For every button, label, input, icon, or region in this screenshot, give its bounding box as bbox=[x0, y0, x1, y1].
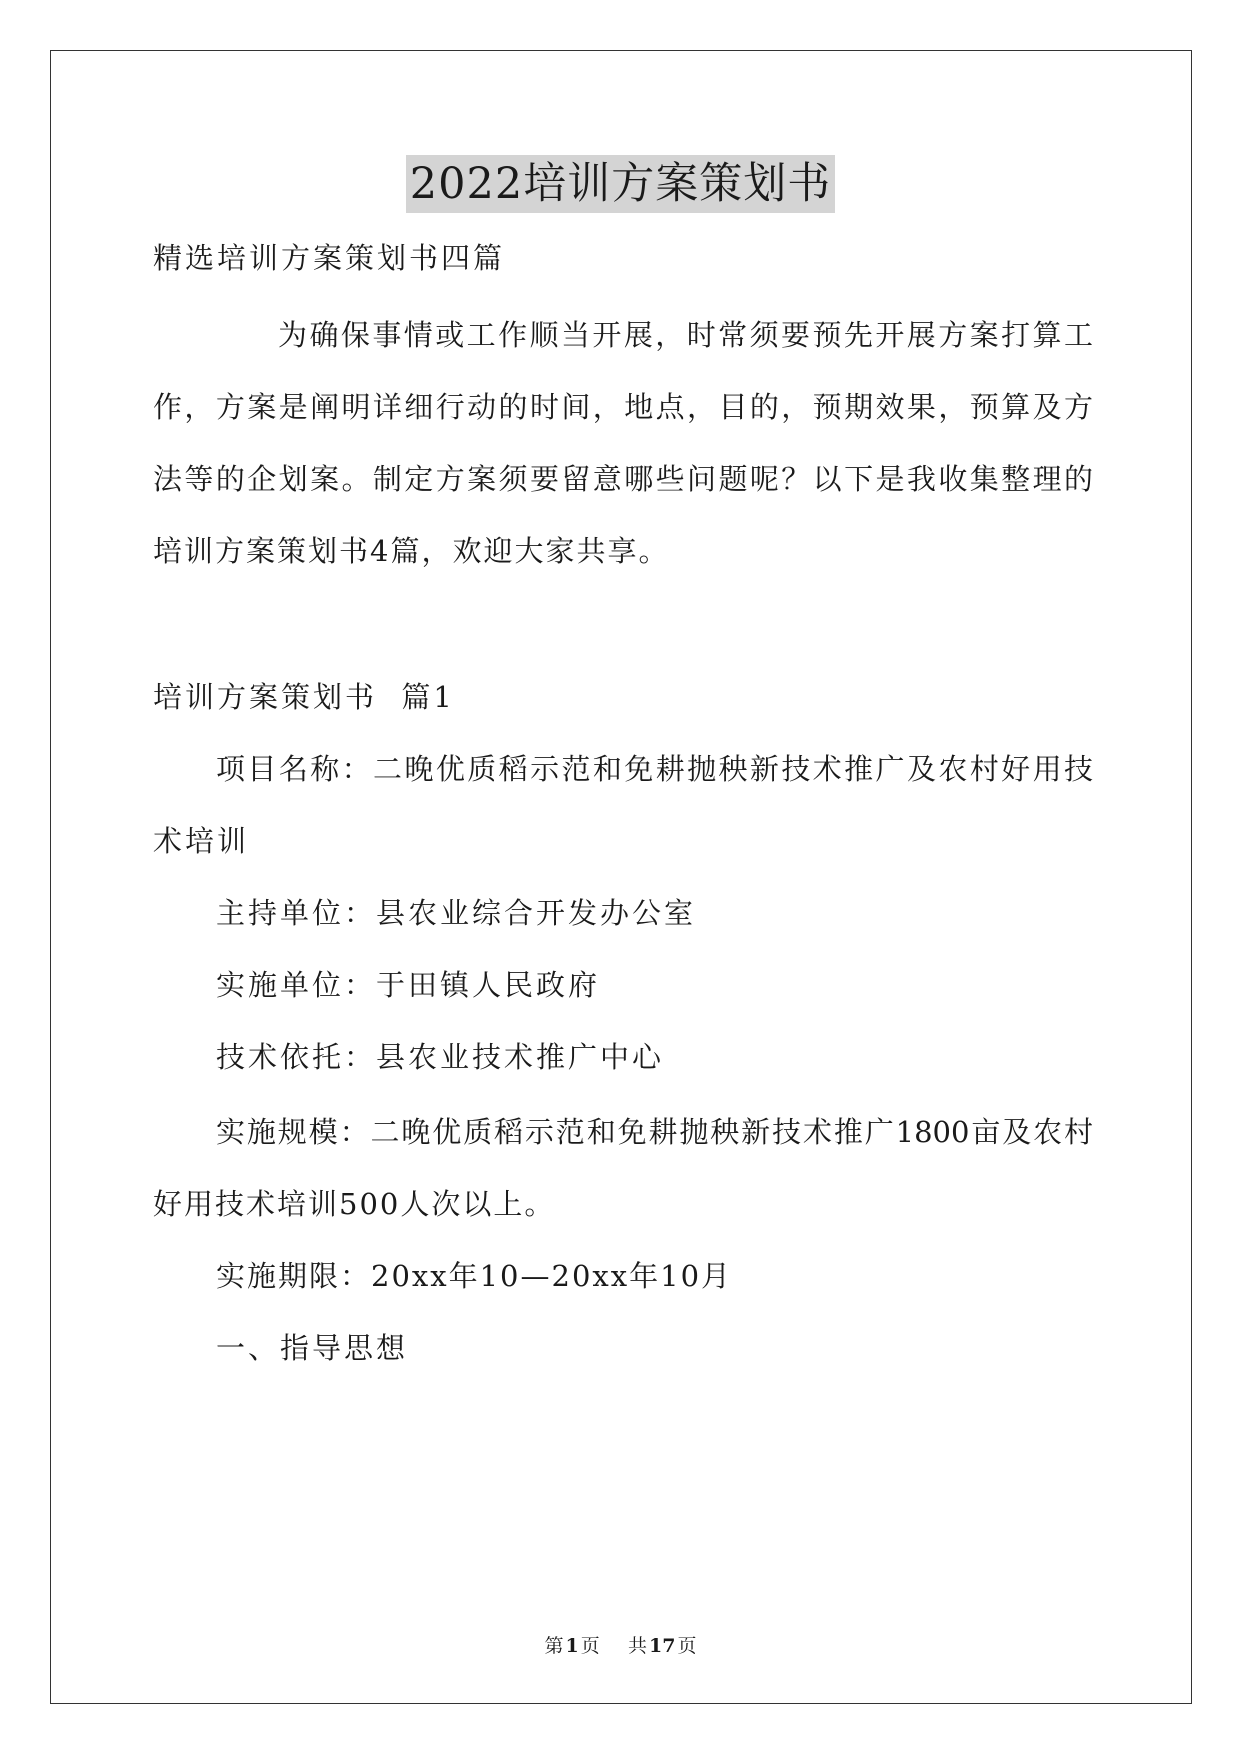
project-name-line-1: 项目名称：二晚优质稻示范和免耕抛秧新技术推广及农村好用技 bbox=[216, 752, 1093, 786]
page-border bbox=[50, 50, 1192, 1704]
host-unit: 主持单位：县农业综合开发办公室 bbox=[216, 896, 697, 930]
intro-line-2: 作，方案是阐明详细行动的时间，地点，目的，预期效果，预算及方 bbox=[153, 390, 1093, 424]
intro-line-1: 为确保事情或工作顺当开展，时常须要预先开展方案打算工 bbox=[278, 318, 1093, 352]
implementing-unit: 实施单位：于田镇人民政府 bbox=[216, 968, 601, 1002]
page-total: 17 bbox=[648, 1635, 676, 1657]
page-current: 1 bbox=[565, 1635, 579, 1657]
total-prefix: 共 bbox=[627, 1635, 647, 1657]
scale-line-1: 实施规模：二晚优质稻示范和免耕抛秧新技术推广1800亩及农村 bbox=[216, 1115, 1093, 1149]
scale-line-2: 好用技术培训500人次以上。 bbox=[153, 1187, 556, 1221]
intro-line-4: 培训方案策划书4篇，欢迎大家共享。 bbox=[153, 534, 670, 568]
project-name-line-2: 术培训 bbox=[153, 824, 250, 858]
intro-line-3: 法等的企划案。制定方案须要留意哪些问题呢？以下是我收集整理的 bbox=[153, 462, 1093, 496]
subtitle: 精选培训方案策划书四篇 bbox=[153, 241, 506, 275]
period: 实施期限：20xx年10—20xx年10月 bbox=[216, 1259, 733, 1293]
section-heading: 培训方案策划书 篇1 bbox=[153, 680, 455, 714]
guiding-heading: 一、指导思想 bbox=[216, 1331, 409, 1365]
page-prefix: 第 bbox=[544, 1635, 564, 1657]
page-footer bbox=[0, 1633, 1241, 1659]
title-wrap bbox=[0, 155, 1241, 213]
page-unit: 页 bbox=[580, 1635, 600, 1657]
total-unit: 页 bbox=[677, 1635, 697, 1657]
document-title: 2022培训方案策划书 bbox=[406, 155, 835, 213]
technical-support: 技术依托：县农业技术推广中心 bbox=[216, 1040, 665, 1074]
